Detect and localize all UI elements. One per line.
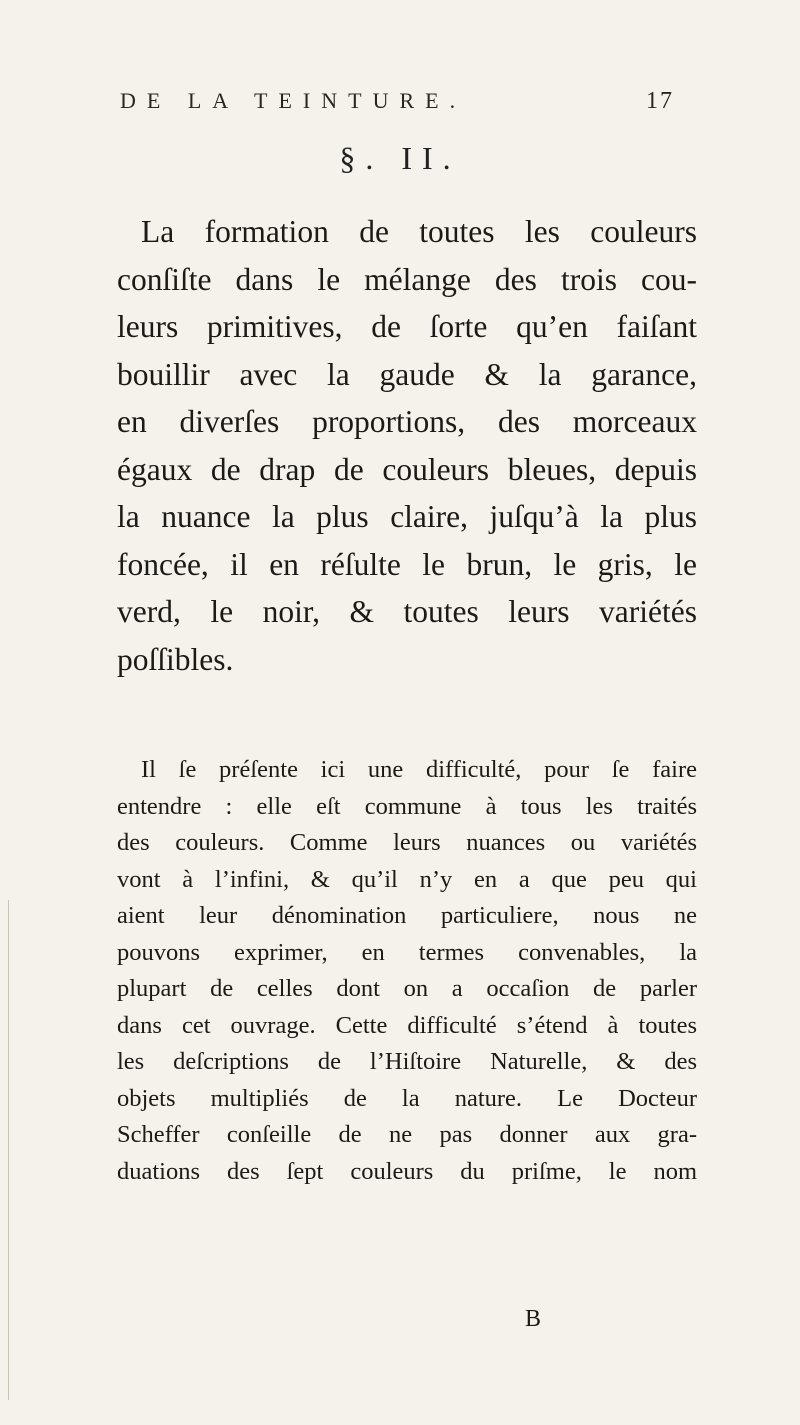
page-edge-line bbox=[8, 900, 9, 1400]
paragraph-2-line: des couleurs. Comme leurs nuances ou variétés bbox=[117, 829, 697, 856]
signature-mark: B bbox=[525, 1306, 542, 1332]
paragraph-1-line: foncée, il en réſulte le brun, le gris, le bbox=[117, 546, 697, 582]
paragraph-2-line: Il ſe préſente ici une difficulté, pour ſe faire bbox=[141, 756, 697, 783]
page-number: 17 bbox=[646, 88, 674, 114]
paragraph-2-line: dans cet ouvrage. Cette difficulté s’étend à toutes bbox=[117, 1011, 697, 1039]
paragraph-2-line: plupart de celles dont on a occaſion de parler bbox=[117, 975, 697, 1002]
paragraph-2-line: les deſcriptions de l’Hiſtoire Naturelle, & des bbox=[117, 1048, 697, 1075]
section-heading: §. II. bbox=[339, 140, 461, 176]
paragraph-1-line: en diverſes proportions, des morceaux bbox=[117, 404, 697, 439]
paragraph-2-line: pouvons exprimer, en termes convenables, la bbox=[117, 938, 697, 966]
paragraph-2-line: aient leur dénomination particuliere, nous ne bbox=[117, 902, 697, 929]
paragraph-2-line: vont à l’infini, & qu’il n’y en a que peu qui bbox=[117, 865, 697, 893]
paragraph-1-line: bouillir avec la gaude & la garance, bbox=[117, 356, 697, 392]
paragraph-1-line: la nuance la plus claire, juſqu’à la plus bbox=[117, 499, 697, 534]
paragraph-1-line: leurs primitives, de ſorte qu’en faiſant bbox=[117, 309, 697, 344]
paragraph-2-line: entendre : elle eſt commune à tous les traités bbox=[117, 792, 697, 820]
paragraph-2-line: objets multipliés de la nature. Le Docteur bbox=[117, 1084, 697, 1112]
paragraph-2-line: duations des ſept couleurs du priſme, le nom bbox=[117, 1157, 697, 1185]
running-head-title: DE LA TEINTURE. bbox=[120, 88, 467, 113]
paragraph-1-line: conſiſte dans le mélange des trois cou- bbox=[117, 261, 697, 297]
paragraph-1 bbox=[117, 208, 697, 683]
paragraph-1-line: La formation de toutes les couleurs bbox=[141, 214, 697, 249]
running-head bbox=[120, 88, 680, 114]
paragraph-2 bbox=[117, 752, 697, 1190]
paragraph-1-line: égaux de drap de couleurs bleues, depuis bbox=[117, 451, 697, 487]
paragraph-2-line: Scheffer conſeille de ne pas donner aux gra- bbox=[117, 1121, 697, 1148]
paragraph-1-line: poſſibles. bbox=[117, 641, 234, 677]
paragraph-1-line: verd, le noir, & toutes leurs variétés bbox=[117, 594, 697, 629]
